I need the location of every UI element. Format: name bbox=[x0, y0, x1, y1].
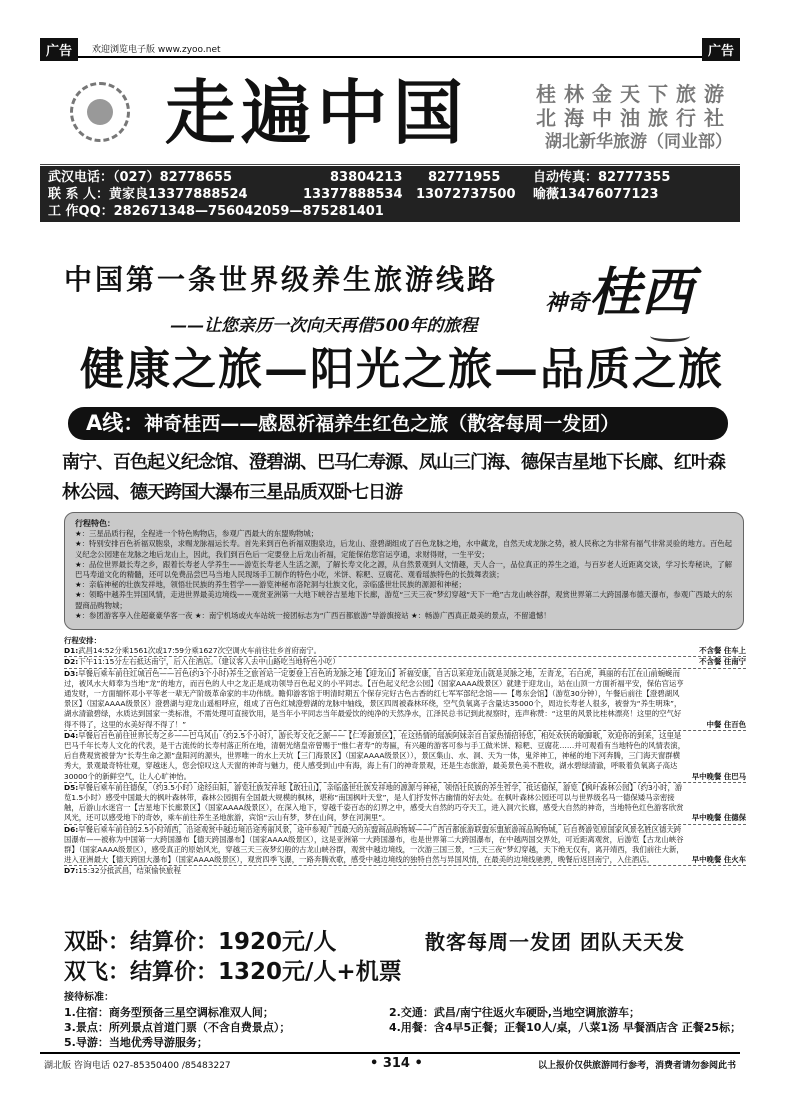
itinerary bbox=[64, 636, 746, 877]
itinerary-title: 行程安排： bbox=[64, 636, 101, 645]
feature-item: ★：三星品质行程，全程进一个特色购物店，参观广西最大的东盟购物城； bbox=[75, 529, 319, 539]
footer-disclaimer: 以上报价仅供旅游同行参考，消费者请勿参阅此书 bbox=[537, 1061, 736, 1071]
sun-logo-icon bbox=[70, 82, 130, 142]
price-label: 双飞：结算价： bbox=[64, 960, 219, 985]
contact-person-3: 13072737500 bbox=[416, 187, 516, 202]
header bbox=[40, 60, 740, 165]
standard-item: 5.导游：当地优秀导游服务； bbox=[64, 1036, 208, 1049]
itinerary-day: D5:早餐后乘车前往德保，（约3.5小时）途经田阳，游览壮族发祥地【敢壮山】，亲临盛世壮族发祥地的源源与神秘，领悟壮民族的养生哲学，抵达德保，游览【枫叶森林公园】（约3小时，游览1.5小时）感受中国最大的枫叶森林带，森林公园拥有全国最大规模的枫林，堪称“南国枫叶天堂”，是人们抒发怀古幽情的好去处。在枫叶森林公园还可以与世界级名马一德保矮马亲密接触，后游山水迷宫一【吉星地下长廊景区】（国家AAAA级景区），在深入地下，穿越千姿百态的幻界之中，感受大自然的巧夺天工，进入洞穴长廊，感受大自然的神奇，当地特色红色游客欣赏风光，还可以感受地下的奇妙，乘车前往养生圣地旅游，宾馆“云山有梦，梦在山间，梦在河涧里”。 早中晚餐 住德保 bbox=[64, 783, 746, 825]
meal-info: 不含餐 住车上 bbox=[699, 646, 746, 656]
standard-item: 4.用餐：含4早5正餐；正餐10人/桌，八菜1汤 早餐酒店含 正餐25标； bbox=[389, 1021, 742, 1034]
price-double-sleeper bbox=[64, 928, 336, 957]
ad-tag-right: 广告 bbox=[702, 38, 740, 61]
feature-item: ★：特别安排百色祈福双胞泉，求赐龙脉福运长寿。首先来到百色祈福双胞泉边，后龙山、澄碧湖组成了百色龙脉之地，水中藏龙，自然天成龙脉之势，被人民称之为非常有福气非常灵验的地方。百色起义纪念公园建在龙脉之地后龙山上，因此，我们到百色后一定要登上后龙山祈福，定能保佑您官运亨通，求财得财，一生平安； bbox=[75, 539, 733, 559]
price-value: 1320元/人+机票 bbox=[218, 959, 402, 985]
footer bbox=[40, 1052, 740, 1072]
agency-list bbox=[536, 82, 732, 154]
price-label: 双卧：结算价： bbox=[64, 930, 219, 955]
slogan: ——让您亲历一次向天再借500年的旅程 bbox=[170, 316, 478, 336]
price-double-fly bbox=[64, 958, 402, 987]
feature-item: ★：领略中越养生异国风情，走进世界最美边境线——观赏亚洲第一大地下峡谷吉星地下长廊，游览“三天三夜”梦幻穿越“天下一绝”古龙山峡谷群，观赏世界第二大跨国瀑布德天瀑布，参观广西最大的东盟商品购物城； bbox=[75, 590, 733, 610]
route-label: A线： bbox=[86, 411, 145, 435]
agency-1: 桂林金天下旅游 bbox=[536, 82, 732, 106]
standard-item: 1.住宿：商务型预备三星空调标准双人间； bbox=[64, 1006, 274, 1019]
contact-person-2: 13377888534 bbox=[303, 187, 403, 202]
itinerary-day: D7:15:32分抵武昌，结束愉快旅程 bbox=[64, 866, 181, 876]
features-box bbox=[64, 512, 744, 630]
top-bar bbox=[40, 38, 740, 58]
contact-bar bbox=[40, 166, 740, 222]
route-bar bbox=[68, 407, 728, 440]
features-title: 行程特色： bbox=[75, 519, 115, 528]
page-number: • 314 • bbox=[370, 1056, 423, 1071]
standard-item: 3.景点：所列景点首道门票（不含自费景点）； bbox=[64, 1021, 291, 1034]
contact-phone: 武汉电话：（027）82778655 bbox=[48, 170, 232, 185]
itinerary-day: D2:下午11:15分左右抵达南宁，后入住酒店。（建议客人去中山路吃当地特色小吃） 不含餐 住南宁 bbox=[64, 657, 746, 668]
route-stops: 南宁、百色起义纪念馆、澄碧湖、巴马仁寿源、凤山三门海、德保吉星地下长廊、红叶森林公园、德天跨国大瀑布三星品质双卧七日游 bbox=[62, 452, 725, 503]
itinerary-day: D4:早餐后百色前往世界长寿之乡——巴马风山（约2.5个小时），游长寿文化之源——【仁寿源景区】，在这热情的瑶族阿妹亲自自家热情招待您，相处欢快的歇脚歌，欢迎你的到来，这里是巴马千年长寿人文化的代表，是干古流传的长寿村落正所在地，清朝光绪皇帝曾赐于“惟仁者寿”的寿匾，有兴趣的游客可参与手工做米饼、粽粑、豆腐花……并可观看有当地特色的风情表演，后自费观赏被誉为“长寿生命之源”盘阳河的源头，世界唯一的水上天坑【三门海景区】（国家AAAA级景区）），景区集山、水、洞、天为一体，鬼斧神工，神秘的地下河奔腾，三门海天窗群横秀大，景观最奇特壮观，穿越迷人，您会惊叹这人天窗的神奇与魅力，使人感受到山中有海，海上有门的神奇景观，还是生态旅游，最美景色美不胜收，湖水碧绿清澈，呼吸着负氧离子高达30000个的新鲜空气，让人心旷神怡。 早中晚餐 住巴马 bbox=[64, 731, 746, 783]
main-title: 中国第一条世界级养生旅游线路 bbox=[64, 263, 499, 296]
itinerary-day: D6:早餐后乘车前往的2.5小时靖西，沿途观赏中越边境沿途秀丽风景，途中参观广西最大的东盟商品购物城——广西百都旅游联盟东盟旅游商品购物城，后自费游览原国家风景名胜区德天跨国瀑布——被称为中国第一大跨国瀑布【德天跨国瀑布】（国家AAAA级景区），这是亚洲第一大跨国瀑布，也是世界第二大跨国瀑布，在中越两国交界处，可近距离观赏，后游览【古龙山峡谷群】（国家AAAA级景区），感受真正的原始风光，穿越三天三夜梦幻般的古龙山峡谷群，观赏中越边境线，一次游三国三景，“三天三夜”梦幻穿越，天下绝无仅有，离开靖西，我们前往大新，进入亚洲最大【德天跨国大瀑布】（国家AAAA级景区），观赏四季飞瀑，一路奔腾欢歌，感受中越边境线的独特自然与异国风情，在最美的边境线驰骋，晚餐后返回南宁，入住酒店。 早中晚餐 住火车 bbox=[64, 825, 746, 867]
meal-info: 早中晚餐 住巴马 bbox=[691, 771, 746, 781]
contact-person: 联 系 人：黄家良13377888524 bbox=[48, 187, 248, 202]
guilin-big: 桂西 bbox=[589, 262, 694, 323]
health-banner: 健康之旅—阳光之旅—品质之旅 bbox=[80, 344, 724, 395]
guilin-calligraphy bbox=[545, 250, 693, 325]
agency-2: 北海中油旅行社 bbox=[536, 106, 732, 130]
meal-info: 早中晚餐 住德保 bbox=[691, 813, 746, 823]
guilin-small: 神奇 bbox=[545, 290, 590, 316]
meal-info: 早中晚餐 住火车 bbox=[691, 855, 746, 865]
standard-item: 2.交通：武昌/南宁往返火车硬卧,当地空调旅游车； bbox=[389, 1006, 641, 1019]
feature-item: ★：品位世界最长寿之乡，跟着长寿老人学养生——游览长寿老人生活之源，了解长寿文化之源，从自然景观到人文情趣，天人合一，品位真正的养生之道，与百岁老人近距离交谈，学习长寿秘诀，了解巴马寿道文化的精髓，还可以免费品尝巴马当地人民现场手工制作的特色小吃，米饼、粽粑、豆腐花、观看瑶族特色的长鼓舞表演； bbox=[75, 559, 733, 580]
contact-person-4: 喻薇13476077123 bbox=[533, 187, 659, 202]
ad-tag-left: 广告 bbox=[40, 38, 78, 61]
weekly-departure: 散客每周一发团 团队天天发 bbox=[425, 930, 685, 954]
contact-phone-3: 82771955 bbox=[428, 170, 501, 185]
itinerary-day: D1:武昌14:52分乘1561次或17:59分乘1627次空调火车前往壮乡首府南宁。 不含餐 住车上 bbox=[64, 646, 746, 657]
brand-title: 走遍中国 bbox=[165, 71, 469, 154]
itinerary-day: D3:早餐后乘车前往红城百色——百色(约3个小时)养生之旅首站一定要登上百色的龙脉之地【迎龙山】祈福安康，自古以来迎龙山就是灵脉之地，左青龙，右白虎，典丽的右江在山前蜿蜒而过，被风水大师奉为当地“龙”的地方，而百色的人中之龙正是成功领导百色起义的小平同志。【百色起义纪念公园】（国家AAAA级景区）就建于迎龙山，站在山顶一方面祈福平安，保佑官运亨通发财，一方面缅怀邓小平等老一辈无产阶级革命家的丰功伟绩。瞻仰游客馆于明清时期五个保存完好古色古香的红七军军部纪念馆——【粤东会馆】（游览30分钟），午餐后前往【澄碧湖风景区】（国家AAAA级景区）澄碧湖与迎龙山遥相呼应，组成了百色红城澄碧湖的龙脉中轴线，景区四周被森林环绕，空气负氧离子含量达35000个，周边长寿老人很多，被誉为“养生明珠”，湖水清澈碧绿，水质达到国家一类标准，不需处理可直接饮用，是当年小平同志当年最爱饮的纯净的天然净水，江泽民总书记到此视察时，连声称赞：“这里的风景比桂林漂亮！这里的空气好得不得了，这里的水美好得不得了！” 中餐 住百色 bbox=[64, 669, 746, 731]
contact-phone-2: 83804213 bbox=[330, 170, 403, 185]
agency-3: 湖北新华旅游（同业部） bbox=[545, 132, 732, 152]
contact-qq: 工 作QQ：282671348—756042059—875281401 bbox=[48, 204, 384, 219]
route-name: 神奇桂西——感恩祈福养生红色之旅 bbox=[144, 413, 449, 435]
footer-contact: 湖北版 咨询电话 027-85350400 /85483227 bbox=[44, 1061, 231, 1071]
route-schedule: （散客每周一发团） bbox=[448, 413, 620, 435]
contact-fax: 自动传真：82777355 bbox=[533, 170, 671, 185]
service-standards bbox=[64, 990, 744, 1050]
feature-item: ★：参团游客享入住超豪豪华客一夜 ★：南宁机场或火车站统一接团标志为“广西百都旅游”导游旗接站 ★：畅游广西真正最美的景点，不留遗憾！ bbox=[75, 610, 551, 620]
price-value: 1920元/人 bbox=[218, 929, 337, 955]
meal-info: 中餐 住百色 bbox=[706, 719, 746, 729]
meal-info: 不含餐 住南宁 bbox=[699, 657, 746, 667]
standards-title: 接待标准： bbox=[64, 992, 114, 1003]
welcome-text: 欢迎浏览电子版 www.zyoo.net bbox=[92, 45, 221, 55]
feature-item: ★：亲临神秘的壮族发祥地，领悟壮民族的养生哲学——游览神秘布洛陀洞与壮族文化，亲临盛世壮民族的源源和神秘； bbox=[75, 580, 466, 590]
